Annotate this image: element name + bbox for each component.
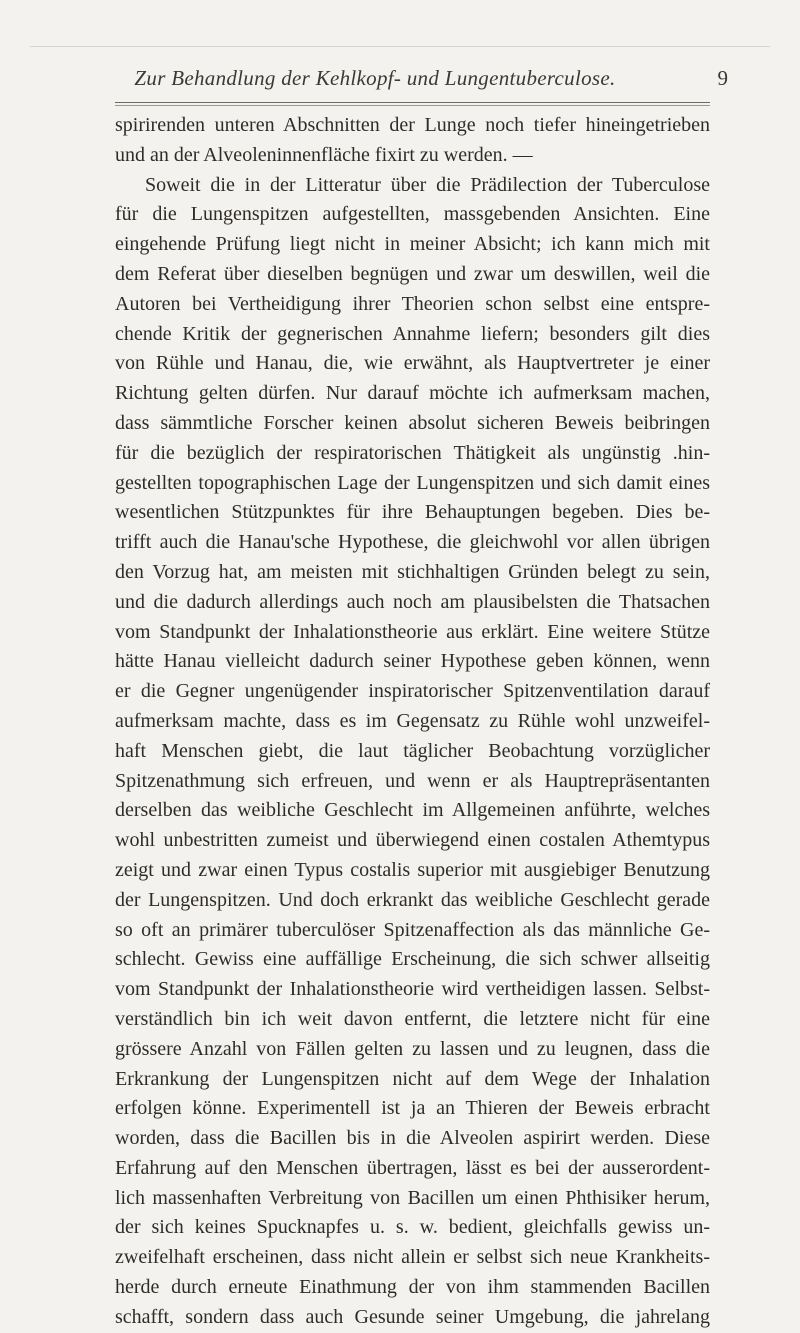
text-line: der Lungenspitzen. Und doch erkrankt das weibliche Geschlecht gerade [115,888,710,911]
running-head-title: Zur Behandlung der Kehlkopf- und Lungentuberculose. [134,66,616,90]
text-line: und an der Alveoleninnenfläche fixirt zu werden. — [115,143,533,166]
text-line: chende Kritik der gegnerischen Annahme liefern; besonders gilt dies [115,322,710,345]
text-line: eingehende Prüfung liegt nicht in meiner Absicht; ich kann mich mit [115,233,710,256]
text-line: herde durch erneute Einathmung der von ihm stammenden Bacillen [115,1276,710,1299]
text-line: Autoren bei Vertheidigung ihrer Theorien schon selbst eine entspre- [115,292,710,315]
text-line: für die bezüglich der respiratorischen Thätigkeit als ungünstig .hin- [115,441,710,464]
text-line: der sich keines Spucknapfes u. s. w. bedient, gleichfalls gewiss un- [115,1216,710,1239]
text-line: er die Gegner ungenügender inspiratorischer Spitzenventilation darauf [115,680,710,703]
text-line: haft Menschen giebt, die laut täglicher Beobachtung vorzüglicher [115,739,710,762]
text-line: dass sämmtliche Forscher keinen absolut sicheren Beweis beibringen [115,411,710,434]
text-line: erfolgen könne. Experimentell ist ja an Thieren der Beweis erbracht [115,1097,710,1120]
header-rule-double [115,105,710,106]
text-line: Richtung gelten dürfen. Nur darauf möchte ich aufmerksam machen, [115,382,710,405]
text-line: lich massenhaften Verbreitung von Bacillen um einen Phthisiker herum, [115,1186,710,1209]
text-line: für die Lungenspitzen aufgestellten, massgebenden Ansichten. Eine [115,203,710,226]
text-line: und die dadurch allerdings auch noch am plausibelsten die Thatsachen [115,590,710,613]
text-line: dem Referat über dieselben begnügen und zwar um deswillen, weil die [115,262,710,285]
text-line: von Rühle und Hanau, die, wie erwähnt, als Hauptvertreter je einer [115,352,710,375]
body-text [115,111,710,1333]
text-line: zeigt und zwar einen Typus costalis superior mit ausgiebiger Benutzung [115,858,710,881]
text-line: Erfahrung auf den Menschen übertragen, lässt es bei der ausserordent- [115,1156,710,1179]
text-line: schafft, sondern dass auch Gesunde seiner Umgebung, die jahrelang [115,1305,710,1328]
text-line: grössere Anzahl von Fällen gelten zu lassen und zu leugnen, dass die [115,1037,710,1060]
text-line: schlecht. Gewiss eine auffällige Erscheinung, die sich schwer allseitig [115,948,710,971]
text-line: worden, dass die Bacillen bis in die Alveolen aspirirt werden. Diese [115,1127,710,1150]
text-line: gestellten topographischen Lage der Lungenspitzen und sich damit eines [115,471,710,494]
page-number: 9 [717,66,728,90]
text-line: aufmerksam machte, dass es im Gegensatz zu Rühle wohl unzweifel- [115,709,710,732]
scan-edge-line [30,46,770,47]
text-line: zweifelhaft erscheinen, dass nicht allein er selbst sich neue Krankheits- [115,1246,710,1269]
text-line: hätte Hanau vielleicht dadurch seiner Hypothese geben können, wenn [115,650,710,673]
text-line: trifft auch die Hanau'sche Hypothese, die gleichwohl vor allen übrigen [115,531,710,554]
header-rule [115,102,710,103]
text-line: Erkrankung der Lungenspitzen nicht auf dem Wege der Inhalation [115,1067,710,1090]
text-line: Soweit die in der Litteratur über die Prädilection der Tuberculose [145,173,710,196]
text-line: derselben das weibliche Geschlecht im Allgemeinen anführte, welches [115,799,710,822]
text-line: wesentlichen Stützpunktes für ihre Behauptungen begeben. Dies be- [115,501,710,524]
text-line: so oft an primärer tuberculöser Spitzenaffection als das männliche Ge- [115,918,710,941]
text-line: vom Standpunkt der Inhalationstheorie wird vertheidigen lassen. Selbst- [115,978,710,1001]
text-line: den Vorzug hat, am meisten mit stichhaltigen Gründen belegt zu sein, [115,560,710,583]
text-line: vom Standpunkt der Inhalationstheorie aus erklärt. Eine weitere Stütze [115,620,710,643]
text-line: wohl unbestritten zumeist und überwiegend einen costalen Athemtypus [115,829,710,852]
text-line: spirirenden unteren Abschnitten der Lunge noch tiefer hineingetrieben [115,114,710,136]
text-line: verständlich bin ich weit davon entfernt, die letztere nicht für eine [115,1007,710,1030]
text-line: Spitzenathmung sich erfreuen, und wenn er als Hauptrepräsentanten [115,769,710,792]
